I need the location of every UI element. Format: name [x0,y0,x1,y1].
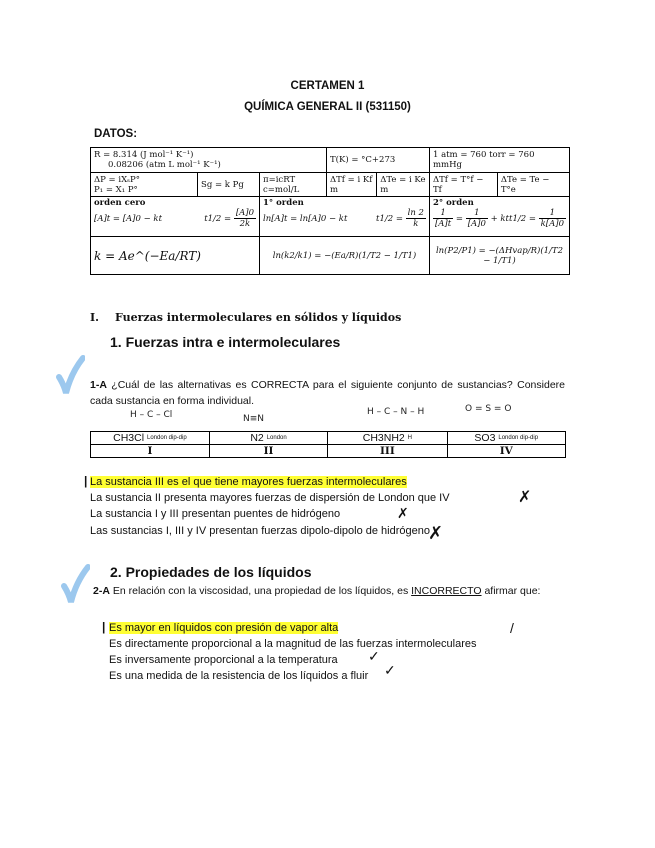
exam-title: CERTAMEN 1 [290,80,365,92]
datos-label: DATOS: [94,128,138,140]
question-2-text-a: En relación con la viscosidad, una propiedad de los líquidos, es [112,585,409,597]
question-1-number: 1-A [90,379,107,391]
boiling-elevation: ΔTe = i Ke m [377,173,430,197]
check-mark-icon-2 [60,564,90,606]
order-two-num: 1 [539,208,566,219]
tick-mark-icon: / [510,620,514,636]
r-constant-1: R = 8.314 (J mol⁻¹ K⁻¹) [94,150,194,160]
cross-mark-icon-3: ✗ [428,523,444,543]
cross-mark-icon: ✗ [518,489,532,506]
order-zero-num: [A]0 [235,208,254,218]
freezing-delta: ΔTf = T°f − Tf [429,173,497,197]
cross-mark-icon-2: ✗ [397,505,409,521]
substance-3: CH3NH2 [362,432,405,444]
question-2-text-b: INCORRECTO [411,585,482,597]
q1-option-4[interactable]: Las sustancias I, III y IV presentan fuerzas dipolo-dipolo de hidrógeno [90,525,430,537]
subsection-1: 1. Fuerzas intra e intermoleculares [110,334,341,350]
r-constant-2: 0.08206 (atm L mol⁻¹ K⁻¹) [108,160,221,170]
clausius-clapeyron: ln(P2/P1) = −(ΔHvap/R)(1/T2 − 1/T1) [429,237,569,275]
struct-ch3cl: H – C – Cl [130,410,173,420]
order-two-f2-den: [A]0 [467,219,486,229]
henry-law: Sg = k Pg [198,173,260,197]
note-1: London dip-dip [146,435,187,442]
order-two-f2-num: 1 [466,208,488,219]
numeral-3: III [328,445,447,458]
answer-mark-icon: | [84,474,88,488]
order-one-label: 1° orden [263,198,304,208]
formula-table: R = 8.314 (J mol⁻¹ K⁻¹) 0.08206 (atm L mol⁻¹ K⁻¹) T(K) = °C+273 1 atm = 760 torr = 760 mmHg ΔP = iXₛP° P₁ = X₁ P° Sg = k Pg π=icRT c=mol/L ΔTf = i Kf m ΔTe = i Ke m ΔTf = T°f − Tf ΔTe = Te − T°e orden cero [A]t = [A]0 − kt t1/2 = $\frac{[A]0}{2k}$ 1° orden ln[A]t = ln[A]0 − kt t1/2 = $\frac{\ln 2}{k}$ 2° orden $\frac{1}{[A]t}$ = $\frac{1}{[A]0}$ + kt t1/2 = $\frac{1}{k[A]0}$ k = Ae^(−Ea/RT) ln(k2/k1) = −(Ea/R)(1/T2 − 1/T1) ln(P2/P1) = −(ΔHvap/R)(1/T2 − 1/T1) [90,147,570,275]
order-two-label: 2° orden [432,198,474,208]
substance-2: N2 [250,432,264,444]
note-2: London [266,435,287,442]
substance-4: SO3 [474,432,496,444]
order-zero-label: orden cero [94,198,146,208]
numeral-2: II [209,445,327,458]
freezing-depression: ΔTf = i Kf m [327,173,377,197]
q2-option-2[interactable]: Es directamente proporcional a la magnitud de las fuerzas intermoleculares [109,638,477,650]
order-one-num: ln 2 [407,208,424,218]
subsection-2: 2. Propiedades de los líquidos [110,564,312,580]
section-heading: Fuerzas intermoleculares en sólidos y líquidos [115,311,402,324]
order-two-half-life: t1/2 = [509,214,536,224]
order-zero-eq: [A]t = [A]0 − kt [94,213,162,224]
osmotic-2: c=mol/L [263,184,300,195]
order-two-f1-num: 1 [433,208,453,219]
course-title: QUÍMICA GENERAL II (531150) [244,101,411,113]
raoult-2: P₁ = X₁ P° [94,184,138,195]
order-zero-half-life: t1/2 = [204,214,232,224]
struct-so3: O = S = O [465,404,512,414]
question-2-number: 2-A [93,585,110,597]
order-one-den: k [413,219,419,229]
q2-option-1[interactable]: Es mayor en líquidos con presión de vapor alta [109,622,339,634]
q1-option-3[interactable]: La sustancia I y III presentan puentes de hidrógeno [90,508,341,520]
struct-ch3nh2: H – C – N – H [367,407,425,417]
question-2-text-c: afirmar que: [484,585,541,597]
numeral-1: I [91,445,210,458]
arrhenius-eq: k = Ae^(−Ea/RT) [91,237,260,275]
struct-n2: N≡N [243,414,265,424]
order-two-den: k[A]0 [540,219,564,229]
order-zero-den: 2k [239,219,251,229]
note-3: H [407,435,413,442]
order-one-half-life: t1/2 = [376,214,403,224]
substance-table [90,431,566,458]
question-1-text: ¿Cuál de las alternativas es CORRECTA para el siguiente conjunto de sustancias? Considere cada sustancia en forma individual. [90,379,565,407]
check-mark-icon [55,355,85,397]
atm-conversion: 1 atm = 760 torr = 760 mmHg [429,148,569,173]
raoult-1: ΔP = iXₛP° [94,174,140,185]
section-roman: I. [90,311,99,324]
note-4: London dip-dip [498,435,539,442]
q1-option-2[interactable]: La sustancia II presenta mayores fuerzas de dispersión de London que IV [90,492,450,504]
order-two-eq-rhs: + kt [490,214,509,224]
order-two-f1-den: [A]t [434,219,452,229]
q1-option-1[interactable]: La sustancia III es el que tiene mayores fuerzas intermoleculares [90,476,407,488]
boiling-delta: ΔTe = Te − T°e [497,173,569,197]
tick-mark-icon-3: ✓ [384,662,396,678]
substance-1: CH3Cl [113,432,145,444]
tick-mark-icon-2: ✓ [368,648,380,664]
order-one-eq: ln[A]t = ln[A]0 − kt [263,213,348,224]
question-2 [93,583,568,599]
numeral-4: IV [447,445,566,458]
arrhenius-two-temp: ln(k2/k1) = −(Ea/R)(1/T2 − 1/T1) [260,237,430,275]
q2-option-3[interactable]: Es inversamente proporcional a la temperatura [109,654,338,666]
answer-mark-icon-2: | [102,620,106,634]
q2-option-4[interactable]: Es una medida de la resistencia de los líquidos a fluir [109,670,369,682]
osmotic-1: π=icRT [263,174,296,185]
kelvin-formula: T(K) = °C+273 [327,148,430,173]
